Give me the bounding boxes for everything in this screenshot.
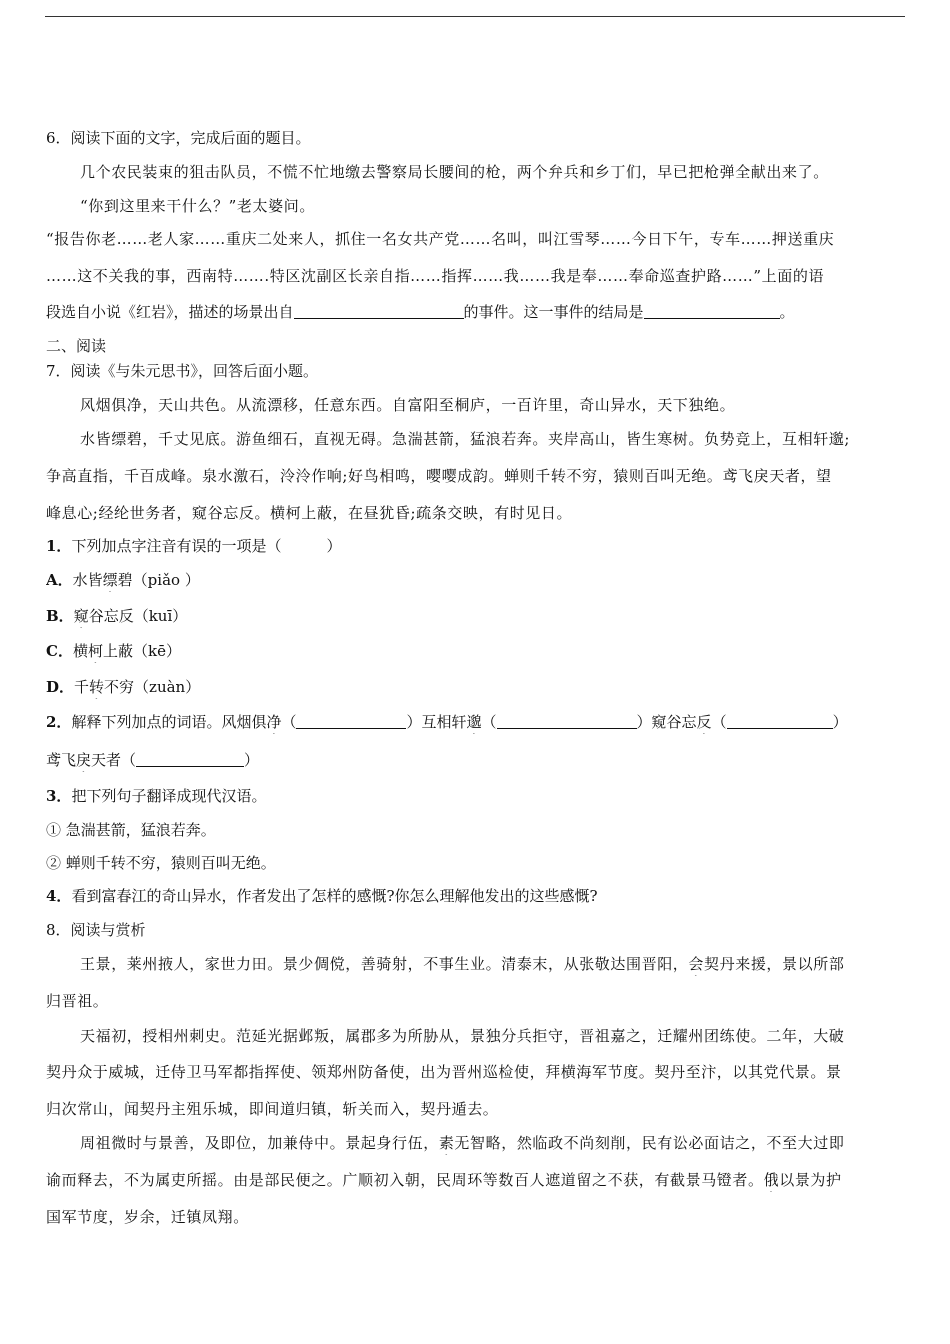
q8-passage-1 <box>46 954 940 976</box>
q8-passage-5: 归次常山，闻契丹主殂乐城，即间道归镇，斩关而入，契丹遁去。 <box>46 1100 499 1118</box>
sub2-text-5: 天者（ <box>91 751 137 769</box>
sub2-dotted-4: 戾 <box>76 751 92 769</box>
sub2-paren-open-1: （ <box>281 713 297 731</box>
q7-option-d[interactable] <box>46 677 906 699</box>
option-a-dotted-char: 缥 <box>102 571 118 589</box>
q7-sub3-sentence-1: ① 急湍甚箭，猛浪若奔。 <box>46 821 216 839</box>
sub2-answer-blank-1[interactable] <box>296 714 406 729</box>
q7-passage-3: 争高直指，千百成峰。泉水激石，泠泠作响;好鸟相鸣，嘤嘤成韵。蝉则千转不穷，猿则百叫无绝。鸢飞戾天者，望 <box>46 467 832 485</box>
q6-paragraph-2: “你到这里来干什么？”老太婆问。 <box>80 197 315 215</box>
q6-title: 6．阅读下面的文字，完成后面的题目。 <box>46 129 311 147</box>
q7-sub2-number: 2． <box>46 713 72 731</box>
q8-passage-6a: 周祖微时与景善，及即位，加兼侍中。景起身行伍， <box>80 1134 439 1152</box>
q8-passage-3: 天福初，授相州刺史。范延光据邺叛，属郡多为所胁从，景独分兵拒守，晋祖嘉之，迁耀州团练使。二年，大破 <box>80 1027 845 1045</box>
q8-passage-7a: 谕而释去，不为属吏所摇。由是部民便之。广顺初入朝，民周环等数百人遮道留之不获，有截景马镫者。 <box>46 1171 764 1189</box>
q6-question-part-2: 的事件。这一事件的结局是 <box>463 303 644 321</box>
sub2-text-4: 鸢飞 <box>46 751 77 769</box>
q7-passage-2: 水皆缥碧，千丈见底。游鱼细石，直视无碍。急湍甚箭，猛浪若奔。夹岸高山，皆生寒树。负势竞上，互相轩邈; <box>80 430 851 448</box>
q7-title: 7．阅读《与朱元思书》，回答后面小题。 <box>46 362 319 380</box>
q7-sub4-text: 看到富春江的奇山异水，作者发出了怎样的感慨?你怎么理解他发出的这些感慨? <box>71 887 598 905</box>
section-heading: 二、阅读 <box>46 337 107 355</box>
option-d-post: 不穷（zuàn） <box>104 678 201 696</box>
sub2-dotted-3: 反 <box>696 713 712 731</box>
q7-sub3-sentence-2: ② 蝉则千转不穷，猿则百叫无绝。 <box>46 854 276 872</box>
q6-paragraph-4: ……这不关我的事，西南特…….特区沈副区长亲自指……指挥……我……我是奉……奉命巡查护路……”上面的语 <box>46 267 825 285</box>
sub2-paren-open-2: （ <box>481 713 497 731</box>
q8-dotted-su: 素 <box>438 1134 455 1152</box>
option-b-label: B． <box>46 607 74 625</box>
option-a-pre: 水皆 <box>72 571 103 589</box>
q8-passage-1b: 契丹来援，景以所部 <box>704 955 845 973</box>
q8-passage-7b: 以景为护 <box>779 1171 842 1189</box>
q8-title: 8．阅读与赏析 <box>46 921 146 939</box>
q7-option-c[interactable] <box>46 641 906 663</box>
q6-question-part-1: 段选自小说《红岩》，描述的场景出自 <box>46 303 294 321</box>
option-c-pre: 横 <box>72 642 88 660</box>
q7-option-a[interactable] <box>46 570 906 592</box>
sub2-text-2: ）互相轩 <box>406 713 467 731</box>
option-c-dotted-char: 柯 <box>87 642 103 660</box>
q7-passage-1: 风烟俱净，天山共色。从流漂移，任意东西。自富阳至桐庐，一百许里，奇山异水，天下独绝。 <box>80 396 736 414</box>
q8-passage-6b: 无智略，然临政不尚刻削，民有讼必面诘之，不至大过即 <box>454 1134 845 1152</box>
q6-question-line <box>46 302 906 324</box>
q8-passage-4: 契丹众于威城，迁侍卫马军都指挥使、领郑州防备使，出为晋州巡检使，拜横海军节度。契丹至汴，以其党代景。景 <box>46 1063 842 1081</box>
q7-sub1-number: 1． <box>46 537 72 555</box>
sub2-text-3: ）窥谷忘 <box>636 713 697 731</box>
q8-dotted-hui: 会 <box>688 955 705 973</box>
q7-sub2-line-2 <box>46 750 906 772</box>
option-b-post: 谷忘反（kuī） <box>88 607 188 625</box>
option-d-dotted-char: 转 <box>89 678 105 696</box>
option-b-dotted-char: 窥 <box>73 607 89 625</box>
option-a-label: A． <box>46 571 73 589</box>
option-a-post: 碧（piǎo ） <box>117 571 200 589</box>
sub2-answer-blank-3[interactable] <box>727 714 833 729</box>
q8-passage-2: 归晋祖。 <box>46 992 109 1010</box>
q7-sub3-text: 把下列句子翻译成现代汉语。 <box>71 787 267 805</box>
q6-answer-blank-2[interactable] <box>644 304 780 319</box>
option-d-pre: 千 <box>74 678 90 696</box>
sub2-text-1: 解释下列加点的词语。风烟俱 <box>71 713 267 731</box>
q7-sub3-question <box>46 786 906 808</box>
q7-passage-4: 峰息心;经纶世务者，窥谷忘反。横柯上蔽，在昼犹昏;疏条交映，有时见日。 <box>46 504 573 522</box>
q8-passage-1a: 王景，莱州掖人，家世力田。景少倜傥，善骑射，不事生业。清泰末，从张敬达围晋阳， <box>80 955 689 973</box>
q6-answer-blank-1[interactable] <box>294 304 464 319</box>
option-d-label: D． <box>46 678 75 696</box>
q7-sub1-text: 下列加点字注音有误的一项是（ ） <box>71 537 342 555</box>
sub2-answer-blank-2[interactable] <box>497 714 637 729</box>
sub2-paren-open-3: （ <box>711 713 727 731</box>
q6-paragraph-3: “报告你老……老人家……重庆二处来人，抓住一名女共产党……名叫，叫江雪琴……今日下午，专车……押送重庆 <box>46 230 835 248</box>
q7-sub4-number: 4． <box>46 887 72 905</box>
q7-sub2-line-1 <box>46 712 906 734</box>
sub2-paren-close-4: ） <box>244 751 260 769</box>
q8-dotted-e: 俄 <box>763 1171 780 1189</box>
option-c-label: C． <box>46 642 73 660</box>
q7-option-b[interactable] <box>46 606 906 628</box>
q8-passage-6 <box>46 1133 940 1155</box>
option-c-post: 上蔽（kē） <box>102 642 181 660</box>
q7-sub3-number: 3． <box>46 787 72 805</box>
q6-question-end: 。 <box>779 303 795 321</box>
sub2-paren-close-3: ） <box>832 713 848 731</box>
sub2-dotted-2: 邈 <box>466 713 482 731</box>
q7-sub4-question <box>46 886 906 908</box>
q7-sub1-question <box>46 536 906 558</box>
q8-passage-8: 国军节度，岁余，迁镇凤翔。 <box>46 1208 249 1226</box>
q6-paragraph-1: 几个农民装束的狙击队员，不慌不忙地缴去警察局长腰间的枪，两个弁兵和乡丁们，早已把枪弹全献出来了。 <box>80 163 829 181</box>
header-rule <box>45 16 905 17</box>
sub2-answer-blank-4[interactable] <box>136 752 244 767</box>
q8-passage-7 <box>46 1170 906 1192</box>
sub2-dotted-1: 净 <box>266 713 282 731</box>
